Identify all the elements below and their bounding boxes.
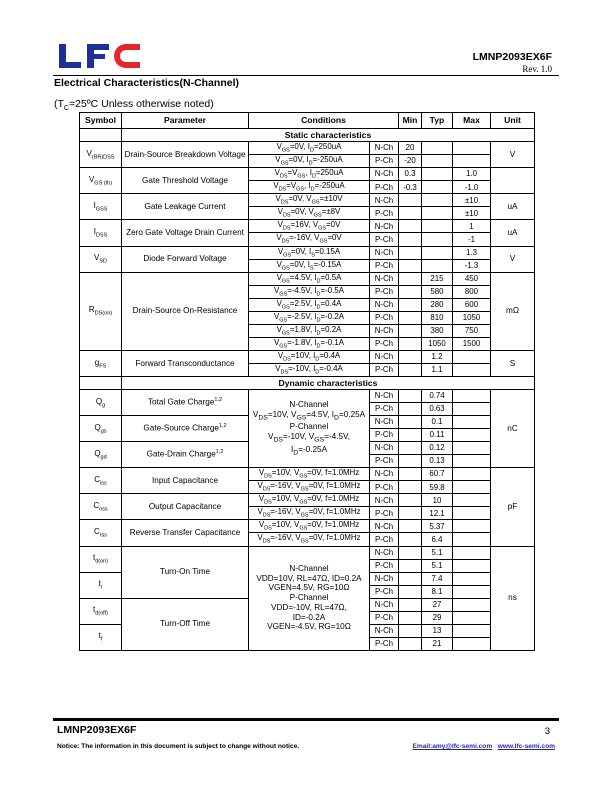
condition-cell: $V_{GS}=0V$, $I_D=250uA$ (249, 142, 370, 155)
table-row (80, 246, 535, 259)
channel-cell: P-Ch (370, 285, 399, 298)
table-row (80, 220, 535, 233)
header-part-number: LMNP2093EX6F (472, 51, 552, 63)
symbol-cell: $C_{oss}$ (80, 494, 122, 520)
max-cell (453, 520, 491, 533)
parameter-cell: Gate Leakage Current (122, 194, 249, 220)
condition-cell: $V_{DS}=10V$, $V_{GS}=0V$, f=1.0MHz (249, 494, 370, 507)
test-condition-note: ($T_C=25ºC$ Unless otherwise noted) (54, 98, 214, 113)
logo-letter-f (87, 44, 109, 68)
table-row (80, 377, 535, 390)
min-cell (399, 520, 422, 533)
condition-cell: $V_{DS}=0V$, $V_{GS}=\pm 10V$ (249, 194, 370, 207)
channel-cell: N-Ch (370, 220, 399, 233)
typ-cell: 59.8 (422, 481, 453, 494)
parameter-cell: Diode Forward Voltage (122, 246, 249, 272)
max-cell (453, 142, 491, 155)
typ-cell: 1.1 (422, 364, 453, 377)
min-cell (399, 429, 422, 442)
channel-cell: N-Ch (370, 416, 399, 429)
channel-cell: P-Ch (370, 233, 399, 246)
typ-cell: 5.1 (422, 559, 453, 572)
col-header-min: Min (399, 113, 422, 129)
unit-cell: V (491, 142, 535, 168)
symbol-cell: $t_f$ (80, 624, 122, 650)
channel-cell: N-Ch (370, 351, 399, 364)
max-cell: -1 (453, 233, 491, 246)
parameter-cell: Forward Transconductance (122, 351, 249, 377)
typ-cell (422, 142, 453, 155)
typ-cell: 6.4 (422, 533, 453, 546)
max-cell (453, 468, 491, 481)
min-cell (399, 455, 422, 468)
min-cell (399, 272, 422, 285)
min-cell (399, 311, 422, 324)
min-cell (399, 598, 422, 611)
typ-cell (422, 168, 453, 181)
min-cell (399, 559, 422, 572)
min-cell (399, 546, 422, 559)
condition-cell: $V_{GS}=2.5V$, $I_D=0.4A$ (249, 298, 370, 311)
max-cell (453, 364, 491, 377)
typ-cell: 8.1 (422, 585, 453, 598)
max-cell: 1500 (453, 337, 491, 350)
max-cell: -1.0 (453, 181, 491, 194)
col-header-max: Max (453, 113, 491, 129)
channel-cell: P-Ch (370, 311, 399, 324)
page-number: 3 (544, 726, 550, 737)
min-cell (399, 468, 422, 481)
min-cell (399, 416, 422, 429)
symbol-cell: $V_{GS (th)}$ (80, 168, 122, 194)
section-title: Electrical Characteristics(N-Channel) (54, 77, 239, 89)
table-row (80, 468, 535, 481)
typ-cell: 29 (422, 611, 453, 624)
typ-cell (422, 207, 453, 220)
typ-cell (422, 220, 453, 233)
typ-cell (422, 155, 453, 168)
parameter-cell: Zero Gate Voltage Drain Current (122, 220, 249, 246)
min-cell (399, 403, 422, 416)
channel-cell: P-Ch (370, 559, 399, 572)
condition-cell: N-Channel VDD=10V, RL=47Ω, ID=0.2A VGEN=4.5V, RG=10Ω P-Channel VDD=-10V, RL=47Ω, ID=-0.2A VGEN=-4.5V, RG=10Ω (249, 546, 370, 650)
channel-cell: P-Ch (370, 611, 399, 624)
min-cell (399, 442, 422, 455)
condition-cell: $V_{DS}=-16V$, $V_{GS}=0V$ (249, 233, 370, 246)
channel-cell: N-Ch (370, 494, 399, 507)
symbol-cell: $I_{DSS}$ (80, 220, 122, 246)
condition-cell: $V_{GS}=1.8V$, $I_D=0.2A$ (249, 324, 370, 337)
max-cell (453, 624, 491, 637)
symbol-cell: $I_{GSS}$ (80, 194, 122, 220)
condition-cell: $V_{GS}=-2.5V$, $I_D=-0.2A$ (249, 311, 370, 324)
table-row (80, 520, 535, 533)
min-cell: 20 (399, 142, 422, 155)
table-row (80, 351, 535, 364)
condition-cell: $V_{DS}=0V$, $V_{GS}=\pm 8V$ (249, 207, 370, 220)
min-cell (399, 207, 422, 220)
channel-cell: N-Ch (370, 598, 399, 611)
typ-cell: 0.74 (422, 390, 453, 403)
min-cell (399, 507, 422, 520)
min-cell (399, 572, 422, 585)
condition-cell: $V_{DS}=-10V$, $I_D=-0.4A$ (249, 364, 370, 377)
typ-cell: 21 (422, 637, 453, 650)
symbol-cell: $Q_{gs}$ (80, 416, 122, 442)
channel-cell: P-Ch (370, 155, 399, 168)
max-cell (453, 416, 491, 429)
parameter-cell: Turn-On Time (122, 546, 249, 598)
email-link[interactable]: Email:amy@lfc-semi.com (412, 743, 493, 750)
channel-cell: P-Ch (370, 429, 399, 442)
typ-cell (422, 181, 453, 194)
section-static-title: Static characteristics (122, 129, 535, 142)
min-cell: -20 (399, 155, 422, 168)
typ-cell (422, 259, 453, 272)
max-cell: ±10 (453, 194, 491, 207)
typ-cell: 280 (422, 298, 453, 311)
max-cell (453, 611, 491, 624)
max-cell: ±10 (453, 207, 491, 220)
parameter-cell: Turn-Off Time (122, 598, 249, 650)
unit-cell (491, 168, 535, 194)
condition-cell: $V_{DS}=-16V$, $V_{GS}=0V$, f=1.0MHz (249, 533, 370, 546)
condition-cell: $V_{DS}=-16V$, $V_{GS}=0V$, f=1.0MHz (249, 481, 370, 494)
min-cell (399, 533, 422, 546)
typ-cell: 0.1 (422, 416, 453, 429)
condition-cell: $V_{DS}=-16V$, $V_{GS}=0V$, f=1.0MHz (249, 507, 370, 520)
min-cell: 0.3 (399, 168, 422, 181)
header-divider (53, 75, 559, 76)
channel-cell: P-Ch (370, 259, 399, 272)
channel-cell: P-Ch (370, 337, 399, 350)
typ-cell: 215 (422, 272, 453, 285)
typ-cell: 27 (422, 598, 453, 611)
header-revision: Rev. 1.0 (522, 64, 552, 74)
channel-cell: N-Ch (370, 520, 399, 533)
parameter-cell: Drain-Source On-Resistance (122, 272, 249, 350)
table-row (80, 168, 535, 181)
channel-cell: N-Ch (370, 324, 399, 337)
parameter-cell: Gate-Drain Charge$^{1,2}$ (122, 442, 249, 468)
col-header-conditions: Conditions (249, 113, 399, 129)
max-cell (453, 155, 491, 168)
logo-letter-l (59, 44, 81, 68)
min-cell (399, 585, 422, 598)
typ-cell: 0.13 (422, 455, 453, 468)
col-header-symbol: Symbol (80, 113, 122, 129)
max-cell (453, 585, 491, 598)
empty-cell (80, 377, 122, 390)
unit-cell: mΩ (491, 272, 535, 350)
max-cell (453, 351, 491, 364)
parameter-cell: Input Capacitance (122, 468, 249, 494)
typ-cell (422, 194, 453, 207)
max-cell (453, 546, 491, 559)
website-link[interactable]: www.lfc-semi.com (497, 743, 555, 750)
channel-cell: P-Ch (370, 403, 399, 416)
channel-cell: P-Ch (370, 585, 399, 598)
condition-cell: $V_{DS}=10V$, $V_{GS}=0V$, f=1.0MHz (249, 468, 370, 481)
typ-cell: 1.2 (422, 351, 453, 364)
company-logo (58, 42, 142, 70)
max-cell: 1 (453, 220, 491, 233)
unit-cell: S (491, 351, 535, 377)
symbol-cell: $t_r$ (80, 572, 122, 598)
channel-cell: N-Ch (370, 142, 399, 155)
min-cell (399, 481, 422, 494)
max-cell (453, 637, 491, 650)
channel-cell: N-Ch (370, 390, 399, 403)
symbol-cell: $Q_{gd}$ (80, 442, 122, 468)
max-cell (453, 390, 491, 403)
table-header-row (80, 113, 535, 129)
channel-cell: P-Ch (370, 507, 399, 520)
condition-cell: $V_{GS}=0V$, $I_S=-0.15A$ (249, 259, 370, 272)
channel-cell: N-Ch (370, 168, 399, 181)
condition-cell: $V_{DS}=10V$, $I_D=0.4A$ (249, 351, 370, 364)
min-cell (399, 194, 422, 207)
min-cell (399, 494, 422, 507)
channel-cell: N-Ch (370, 624, 399, 637)
max-cell: 750 (453, 324, 491, 337)
max-cell (453, 403, 491, 416)
condition-cell: $V_{DS}=16V$, $V_{GS}=0V$ (249, 220, 370, 233)
min-cell (399, 337, 422, 350)
max-cell: 450 (453, 272, 491, 285)
min-cell: -0.3 (399, 181, 422, 194)
unit-cell: nC (491, 390, 535, 468)
min-cell (399, 324, 422, 337)
parameter-cell: Output Capacitance (122, 494, 249, 520)
max-cell (453, 455, 491, 468)
typ-cell: 5.37 (422, 520, 453, 533)
min-cell (399, 351, 422, 364)
typ-cell: 7.4 (422, 572, 453, 585)
parameter-cell: Reverse Transfer Capacitance (122, 520, 249, 546)
min-cell (399, 220, 422, 233)
typ-cell: 0.11 (422, 429, 453, 442)
channel-cell: P-Ch (370, 207, 399, 220)
electrical-characteristics-table (79, 112, 535, 651)
max-cell (453, 572, 491, 585)
typ-cell: 60.7 (422, 468, 453, 481)
min-cell (399, 637, 422, 650)
channel-cell: N-Ch (370, 546, 399, 559)
typ-cell: 5.1 (422, 546, 453, 559)
empty-cell (80, 129, 122, 142)
unit-cell: pF (491, 468, 535, 546)
channel-cell: P-Ch (370, 455, 399, 468)
max-cell (453, 442, 491, 455)
typ-cell: 0.12 (422, 442, 453, 455)
min-cell (399, 364, 422, 377)
table-row (80, 129, 535, 142)
unit-cell: V (491, 246, 535, 272)
col-header-typ: Typ (422, 113, 453, 129)
symbol-cell: $R_{DS(on)}$ (80, 272, 122, 350)
symbol-cell: $V_{SD}$ (80, 246, 122, 272)
max-cell (453, 481, 491, 494)
symbol-cell: $g_{FS}$ (80, 351, 122, 377)
channel-cell: P-Ch (370, 481, 399, 494)
channel-cell: N-Ch (370, 442, 399, 455)
table-row (80, 390, 535, 403)
max-cell: 1.0 (453, 168, 491, 181)
typ-cell: 580 (422, 285, 453, 298)
channel-cell: P-Ch (370, 364, 399, 377)
max-cell: 600 (453, 298, 491, 311)
symbol-cell: $t_{d(on)}$ (80, 546, 122, 572)
table-row (80, 142, 535, 155)
channel-cell: N-Ch (370, 572, 399, 585)
footer-contact (412, 743, 555, 750)
condition-cell: $V_{GS}=-4.5V$, $I_D=-0.5A$ (249, 285, 370, 298)
max-cell (453, 533, 491, 546)
channel-cell: N-Ch (370, 246, 399, 259)
channel-cell: P-Ch (370, 637, 399, 650)
min-cell (399, 233, 422, 246)
condition-cell: $V_{GS}=0V$, $I_D=-250uA$ (249, 155, 370, 168)
condition-cell: N-Channel $V_{DS}=10V$, $V_{GS}=4.5V$, $I_D=0.25A$ P-Channel $V_{DS}=-10V$, $V_{GS}=-4.5V$, $I_D=-0.25A$ (249, 390, 370, 468)
max-cell (453, 429, 491, 442)
col-header-unit: Unit (491, 113, 535, 129)
channel-cell: N-Ch (370, 298, 399, 311)
max-cell (453, 494, 491, 507)
typ-cell (422, 233, 453, 246)
condition-cell: $V_{GS}=-1.8V$, $I_D=-0.1A$ (249, 337, 370, 350)
footer-divider (53, 718, 559, 721)
max-cell: 1.3 (453, 246, 491, 259)
typ-cell (422, 246, 453, 259)
min-cell (399, 624, 422, 637)
symbol-cell: $t_{d(off)}$ (80, 598, 122, 624)
max-cell (453, 559, 491, 572)
min-cell (399, 611, 422, 624)
min-cell (399, 246, 422, 259)
parameter-cell: Gate Threshold Voltage (122, 168, 249, 194)
col-header-parameter: Parameter (122, 113, 249, 129)
channel-cell: N-Ch (370, 468, 399, 481)
min-cell (399, 285, 422, 298)
typ-cell: 1050 (422, 337, 453, 350)
channel-cell: N-Ch (370, 272, 399, 285)
parameter-cell: Gate-Source Charge$^{1,2}$ (122, 416, 249, 442)
symbol-cell: $C_{iss}$ (80, 468, 122, 494)
logo-letter-c (114, 44, 140, 68)
max-cell (453, 598, 491, 611)
min-cell (399, 298, 422, 311)
table-row (80, 272, 535, 285)
typ-cell: 380 (422, 324, 453, 337)
symbol-cell: $Q_g$ (80, 390, 122, 416)
max-cell: -1.3 (453, 259, 491, 272)
unit-cell: uA (491, 194, 535, 220)
channel-cell: P-Ch (370, 181, 399, 194)
typ-cell: 810 (422, 311, 453, 324)
parameter-cell: Drain-Source Breakdown Voltage (122, 142, 249, 168)
typ-cell: 13 (422, 624, 453, 637)
table-row (80, 494, 535, 507)
channel-cell: N-Ch (370, 194, 399, 207)
max-cell: 800 (453, 285, 491, 298)
table-row (80, 194, 535, 207)
min-cell (399, 259, 422, 272)
condition-cell: $V_{DS}=V_{GS}$, $I_D=250uA$ (249, 168, 370, 181)
section-dynamic-title: Dynamic characteristics (122, 377, 535, 390)
symbol-cell: $V_{(BR)DSS}$ (80, 142, 122, 168)
min-cell (399, 390, 422, 403)
footer-part-number: LMNP2093EX6F (57, 724, 137, 736)
max-cell: 1050 (453, 311, 491, 324)
unit-cell: uA (491, 220, 535, 246)
condition-cell: $V_{DS}=V_{GS}$, $I_D=-250uA$ (249, 181, 370, 194)
footer-notice: Notice: The information in this document is subject to change without notice. (57, 743, 300, 750)
symbol-cell: $C_{rss}$ (80, 520, 122, 546)
unit-cell: ns (491, 546, 535, 650)
typ-cell: 12.1 (422, 507, 453, 520)
condition-cell: $V_{DS}=10V$, $V_{GS}=0V$, f=1.0MHz (249, 520, 370, 533)
parameter-cell: Total Gate Charge$^{1,2}$ (122, 390, 249, 416)
typ-cell: 10 (422, 494, 453, 507)
condition-cell: $V_{GS}=0V$, $I_S=0.15A$ (249, 246, 370, 259)
channel-cell: P-Ch (370, 533, 399, 546)
max-cell (453, 507, 491, 520)
typ-cell: 0.63 (422, 403, 453, 416)
table-row (80, 546, 535, 559)
condition-cell: $V_{GS}=4.5V$, $I_D=0.5A$ (249, 272, 370, 285)
